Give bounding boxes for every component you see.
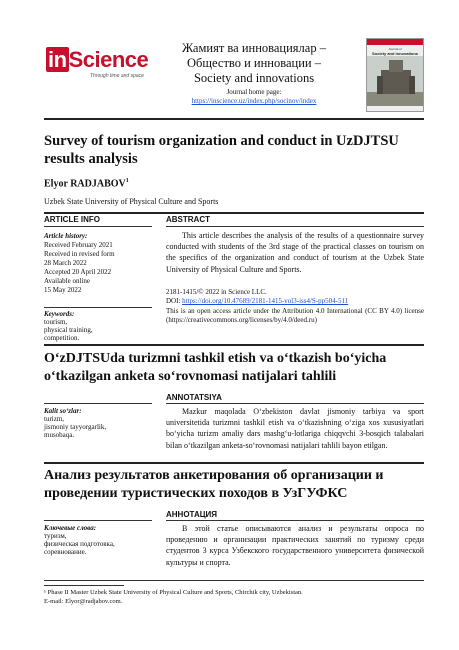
doi-line — [166, 297, 424, 306]
section-rule-1 — [44, 344, 424, 346]
abstract-text: This article describes the analysis of the results of a questionnaire survey conducted with students of the 3rd stage of the practical classes on tourism on the specifics of the organization and conduct of tourism at the Uzbek State University of Physical Culture and Sports. — [166, 231, 424, 274]
uz-keywords-label: Kalit so‘zlar: — [44, 407, 82, 415]
doi-label: DOI: — [166, 297, 183, 306]
journal-cover-image — [366, 38, 424, 112]
section-rule-2 — [44, 462, 424, 464]
logo-tagline: Through time and space — [90, 73, 144, 79]
history-revised-2: 28 March 2022 — [44, 259, 87, 267]
logo-in: in — [48, 47, 67, 72]
footnote-affiliation: ¹ Phase II Master Uzbek State University of Physical Culture and Sports, Chirchik city, Uzbekistan. — [44, 589, 303, 596]
footnote-rule — [44, 585, 124, 586]
journal-title-ru: Общество и инновации – — [187, 56, 321, 70]
journal-header — [44, 38, 424, 114]
section-rule-3 — [44, 580, 424, 581]
history-revised-1: Received in revised form — [44, 250, 115, 258]
keywords-ru — [44, 524, 152, 556]
cover-line-1: Journal of — [388, 47, 402, 51]
keyword-1: tourism, — [44, 318, 68, 326]
cover-monument-illustration — [367, 56, 424, 106]
keywords-uz — [44, 407, 152, 439]
homepage-link[interactable]: https://inscience.uz/index.php/socinov/index — [191, 97, 317, 105]
keywords-en — [44, 310, 152, 342]
uz-keyword-1: turizm, — [44, 415, 65, 423]
history-accepted: Accepted 20 April 2022 — [44, 268, 112, 276]
history-label: Article history: — [44, 232, 88, 240]
journal-title-block — [154, 41, 354, 106]
ru-keyword-2: физическая подготовка, — [44, 540, 115, 548]
uz-keyword-2: jismoniy tayyorgarlik, — [44, 423, 107, 431]
uz-annotation-heading: ANNOTATSIYA — [166, 393, 222, 402]
ru-annotation-text: В этой статье описываются анализ и результаты опроса по проведению и организации практических занятий по туризму среди студентов 3 курса Узбекского государственного университета физической культуры и спорта. — [166, 524, 424, 567]
logo-science: Science — [68, 47, 149, 72]
abstract-meta — [166, 288, 424, 325]
ru-annotation-heading: АННОТАЦИЯ — [166, 510, 218, 519]
keywords-label: Keywords: — [44, 310, 75, 318]
license-line: This is an open access article under the Attribution 4.0 International (CC BY 4.0) license (https://creativecommons.org/licenses/by/4.0/deed.ru) — [166, 306, 424, 324]
inscience-logo — [46, 47, 149, 88]
ru-kw-rule — [44, 520, 152, 521]
footnote-email[interactable]: E-mail: Elyor@radjabov.com. — [44, 598, 123, 605]
doi-link[interactable]: https://doi.org/10.47689/2181-1415-vol3-iss4/S-pp504-511 — [182, 297, 349, 306]
info-top-rule — [44, 212, 424, 214]
cover-line-2: Society and innovations — [371, 51, 418, 56]
footnote — [44, 588, 424, 606]
ru-keywords-label: Ключевые слова: — [44, 524, 97, 532]
history-available-1: Available online — [44, 277, 90, 285]
homepage-label: Journal home page: — [226, 88, 282, 96]
uz-title: O‘zDJTSUda turizmni tashkil etish va o‘tkazish bo‘yicha o‘tkazilgan anketa so‘rovnomasi natijalari tahlili — [44, 351, 387, 384]
uz-annotation-text: Mazkur maqolada O‘zbekiston davlat jismoniy tarbiya va sport universitetida turizmni tashkil etish va o‘tkazishning o‘ziga xos xususiyatlari bo‘yicha turizm amaliy dars mashg‘u-lotlariga chiqqvchi 3-bosqich talabalari bilan o‘tkazilgan anketa-so‘rovnomasi natijalari tahlili bayon etilgan. — [166, 407, 424, 450]
ru-title: Анализ результатов анкетирования об организации и проведении туристических походов в УзГУФКС — [44, 468, 384, 501]
keyword-2: physical training, — [44, 326, 93, 334]
info-head-rule — [44, 226, 152, 227]
abstract-head-rule — [166, 226, 424, 227]
history-received: Received February 2021 — [44, 241, 113, 249]
uz-kw-rule — [44, 403, 152, 404]
uz-abs-rule — [166, 403, 424, 404]
article-title: Survey of tourism organization and conduct in UzDJTSU results analysis — [44, 133, 399, 167]
article-info-heading: ARTICLE INFO — [44, 215, 100, 224]
header-rule — [44, 118, 424, 120]
uz-keyword-3: musobaqa. — [44, 431, 75, 439]
ru-keyword-3: соревнование. — [44, 548, 87, 556]
journal-title-uz: Жамият ва инновациялар – — [182, 41, 326, 55]
article-history — [44, 232, 152, 295]
author-name: Elyor RADJABOV$^1$ — [44, 178, 129, 190]
journal-title-en: Society and innovations — [193, 71, 315, 85]
author-footnote-mark: 1 — [125, 178, 129, 184]
issn-line: 2181-1415/© 2022 in Science LLC. — [166, 288, 267, 296]
keyword-3: competition. — [44, 334, 80, 342]
author-affiliation: Uzbek State University of Physical Culture and Sports — [44, 197, 219, 206]
abstract-heading: ABSTRACT — [166, 215, 210, 224]
ru-keyword-1: туризм, — [44, 532, 67, 540]
keywords-rule — [44, 307, 152, 308]
ru-abs-rule — [166, 520, 424, 521]
history-available-2: 15 May 2022 — [44, 286, 82, 294]
